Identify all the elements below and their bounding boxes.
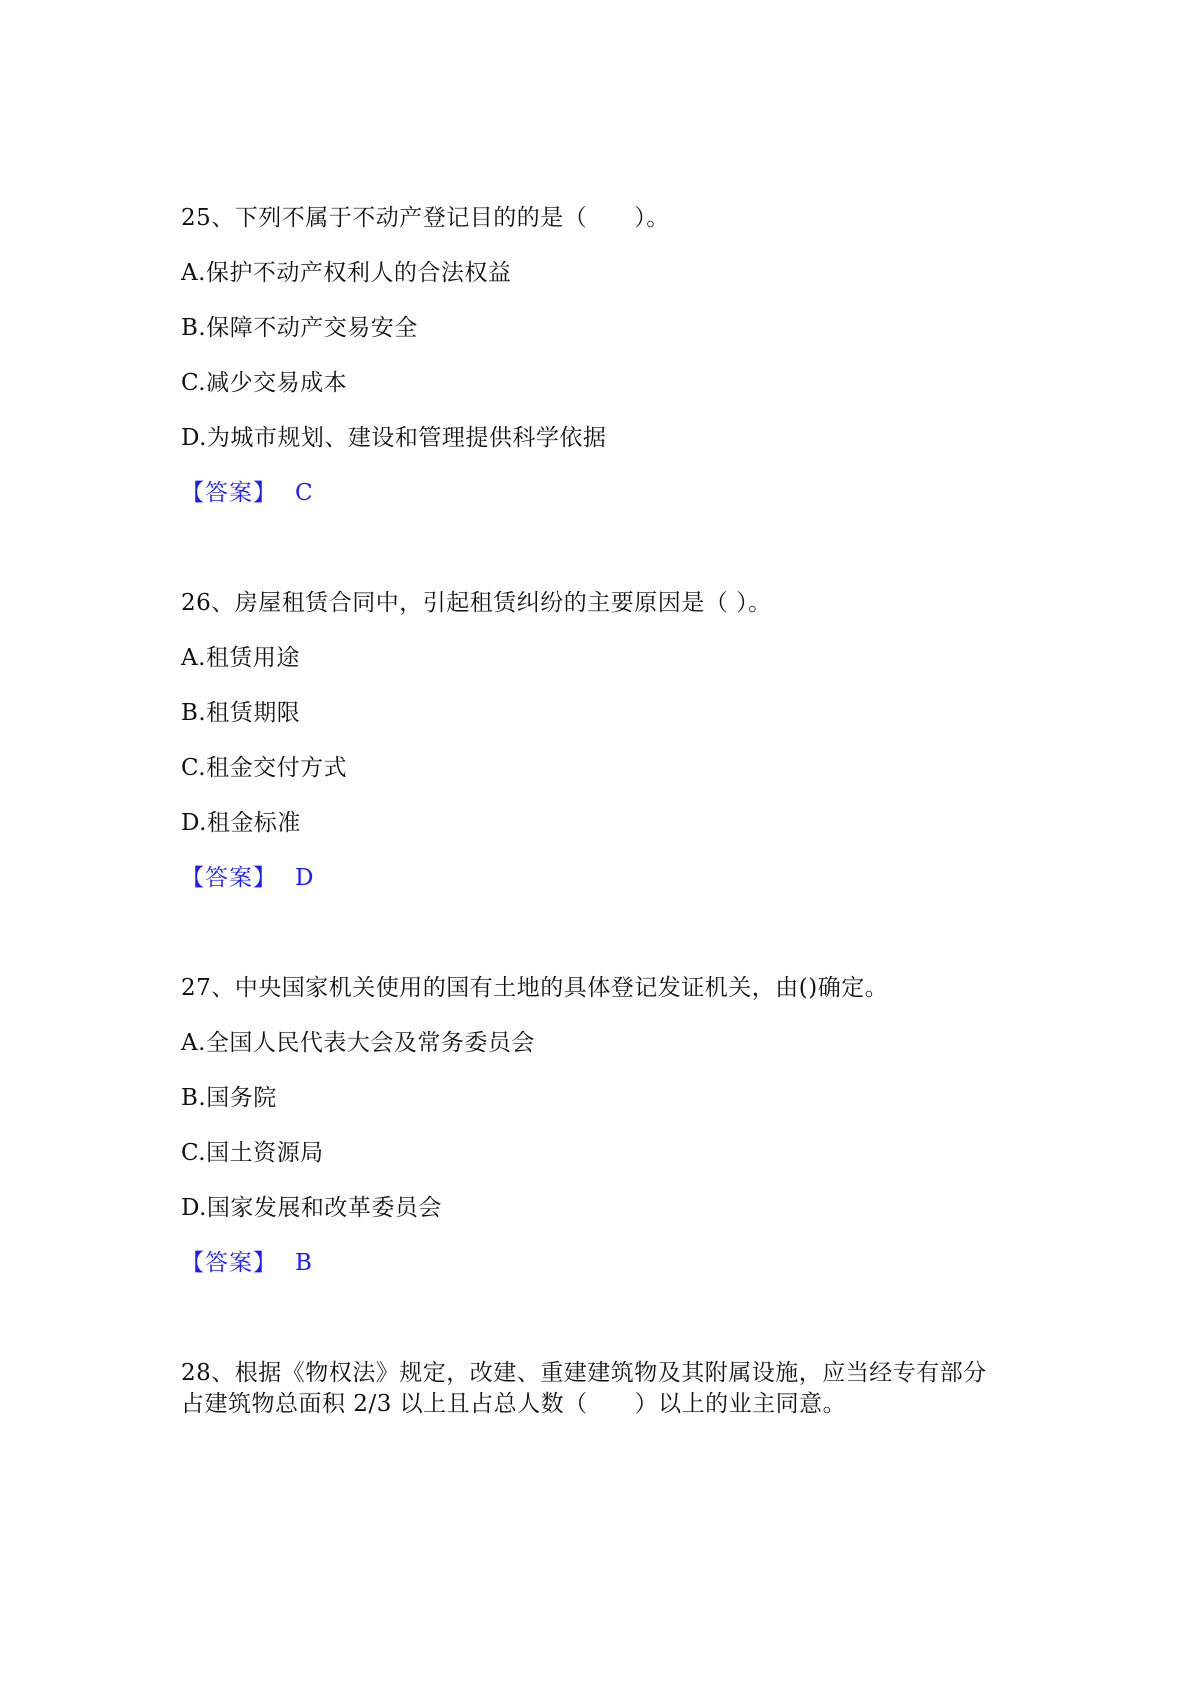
question-26-answer bbox=[181, 863, 314, 893]
question-27-option-c: C.国土资源局 bbox=[181, 1140, 324, 1166]
answer-label: 【答案】 bbox=[181, 1250, 277, 1276]
question-25-option-a: A.保护不动产权利人的合法权益 bbox=[181, 260, 512, 286]
question-25-option-d: D.为城市规划、建设和管理提供科学依据 bbox=[181, 425, 607, 451]
answer-label: 【答案】 bbox=[181, 865, 277, 891]
question-26-option-b: B.租赁期限 bbox=[181, 700, 301, 726]
question-28-stem-line-2: 占建筑物总面积 2/3 以上且占总人数（ ）以上的业主同意。 bbox=[181, 1391, 847, 1417]
question-27-option-d: D.国家发展和改革委员会 bbox=[181, 1195, 442, 1221]
question-26-option-c: C.租金交付方式 bbox=[181, 755, 348, 781]
question-27-option-b: B.国务院 bbox=[181, 1085, 277, 1111]
question-26-stem: 26、房屋租赁合同中，引起租赁纠纷的主要原因是（ ）。 bbox=[181, 590, 772, 616]
question-28-stem-line-1: 28、根据《物权法》规定，改建、重建建筑物及其附属设施，应当经专有部分 bbox=[181, 1360, 987, 1386]
question-27-stem: 27、中央国家机关使用的国有土地的具体登记发证机关，由()确定。 bbox=[181, 975, 889, 1001]
question-26-option-a: A.租赁用途 bbox=[181, 645, 300, 671]
answer-label: 【答案】 bbox=[181, 480, 277, 506]
answer-value: D bbox=[295, 865, 314, 891]
question-25-answer bbox=[181, 478, 313, 508]
question-25-option-c: C.减少交易成本 bbox=[181, 370, 348, 396]
question-25-stem: 25、下列不属于不动产登记目的的是（ ）。 bbox=[181, 205, 670, 231]
question-25-option-b: B.保障不动产交易安全 bbox=[181, 315, 418, 341]
question-26-option-d: D.租金标准 bbox=[181, 810, 301, 836]
answer-value: C bbox=[295, 480, 314, 506]
answer-value: B bbox=[295, 1250, 313, 1276]
question-27-answer bbox=[181, 1248, 312, 1278]
question-27-option-a: A.全国人民代表大会及常务委员会 bbox=[181, 1030, 535, 1056]
